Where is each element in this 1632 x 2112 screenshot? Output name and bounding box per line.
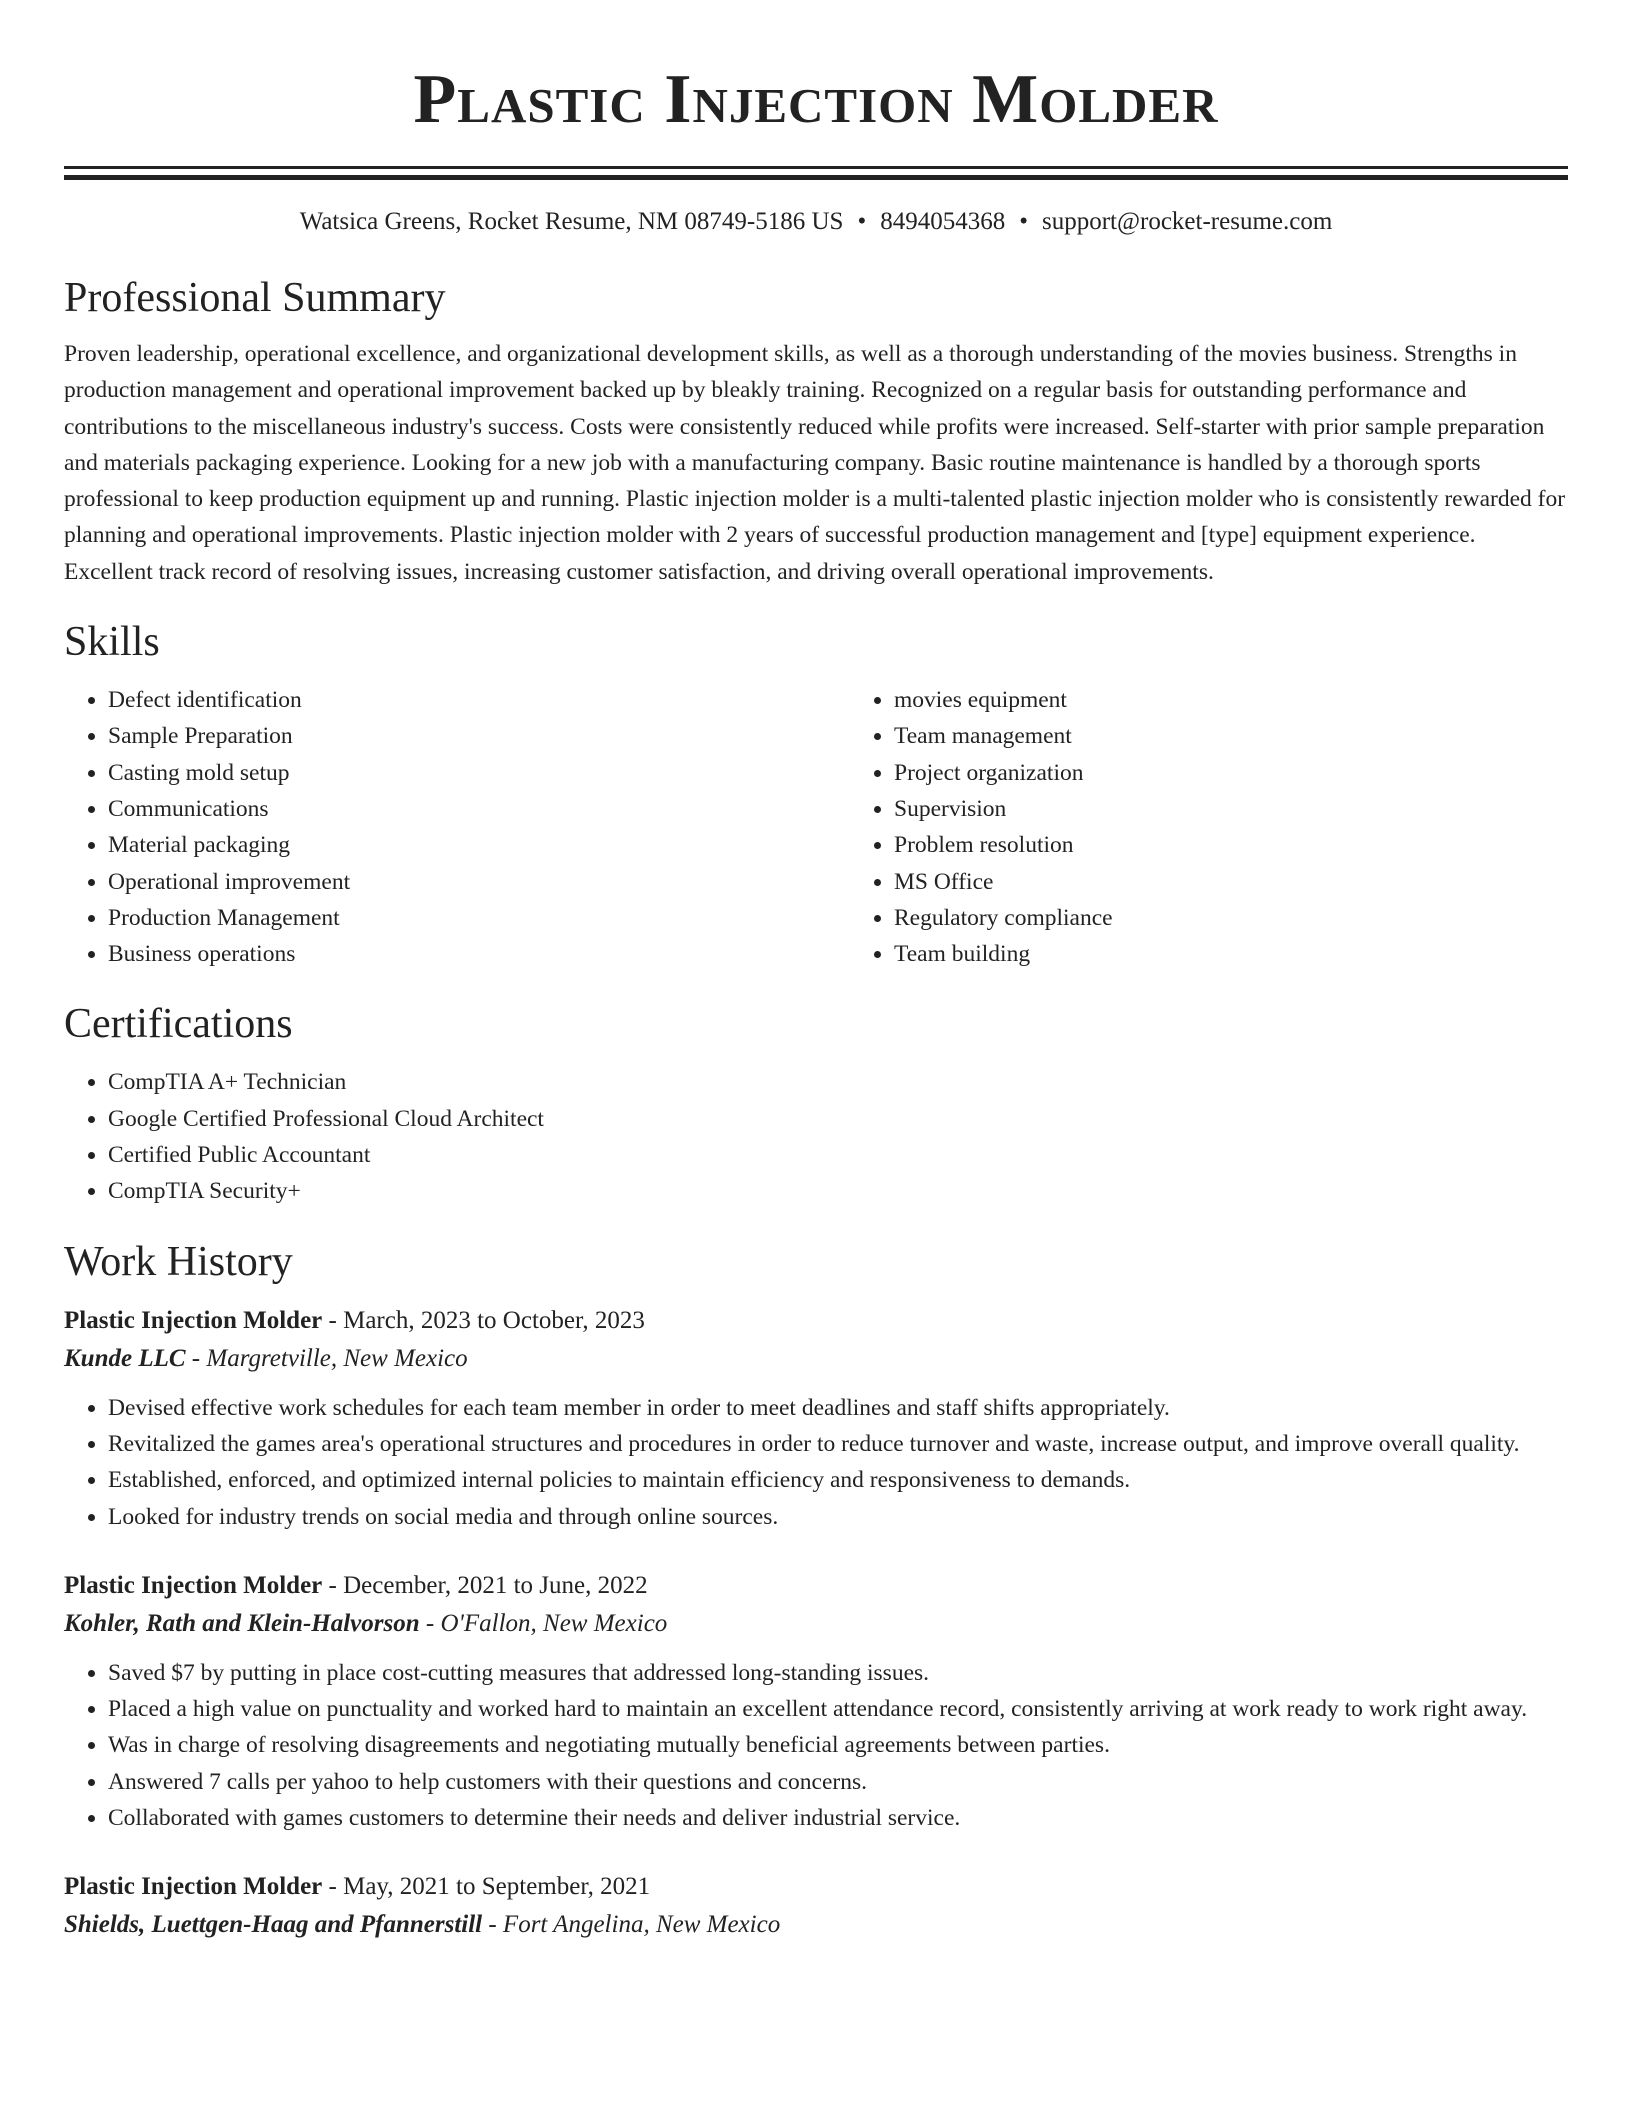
job-location: - Margretville, New Mexico — [185, 1344, 468, 1372]
job-title-line — [64, 1567, 1568, 1605]
job-bullet: • Revitalized the games area's operational structures and procedures in order to reduce turnover and waste, increase output, and improve overall quality. — [108, 1426, 1568, 1462]
certifications-heading: Certifications — [64, 1001, 293, 1048]
skill-item: • Business operations — [108, 936, 850, 972]
work-history-heading: Work History — [64, 1238, 293, 1285]
skills-heading: Skills — [64, 619, 160, 666]
skill-item: • Regulatory compliance — [894, 900, 1632, 936]
header-rule-thick — [64, 175, 1568, 180]
job-bullet: • Placed a high value on punctuality and worked hard to maintain an excellent attendance record, consistently arriving at work ready to work right away. — [108, 1691, 1568, 1727]
job-dates: - March, 2023 to October, 2023 — [322, 1306, 645, 1334]
skill-item: • movies equipment — [894, 682, 1632, 718]
job-location: - O'Fallon, New Mexico — [419, 1609, 668, 1637]
job-location: - Fort Angelina, New Mexico — [482, 1911, 781, 1939]
job-entry — [64, 1868, 1568, 1944]
skill-item: • Supervision — [894, 791, 1632, 827]
skill-item: • Communications — [108, 791, 850, 827]
job-bullet: • Saved $7 by putting in place cost-cutting measures that addressed long-standing issues. — [108, 1655, 1568, 1691]
certification-item: • Google Certified Professional Cloud Architect — [108, 1101, 1568, 1137]
skill-item: • Operational improvement — [108, 864, 850, 900]
contact-separator: • — [1019, 208, 1028, 235]
certification-item: • CompTIA Security+ — [108, 1173, 1568, 1209]
skill-item: • Casting mold setup — [108, 755, 850, 791]
job-role: Plastic Injection Molder — [64, 1873, 323, 1901]
skill-item: • Production Management — [108, 900, 850, 936]
job-dates: - December, 2021 to June, 2022 — [322, 1571, 648, 1599]
skill-item: • Team management — [894, 718, 1632, 754]
contact-address: Watsica Greens, Rocket Resume, NM 08749-5186 US — [299, 208, 844, 235]
contact-email[interactable]: support@rocket-resume.com — [1041, 208, 1333, 235]
job-company-line — [64, 1605, 1568, 1643]
job-title-line — [64, 1302, 1568, 1340]
certification-item: • CompTIA A+ Technician — [108, 1064, 1568, 1100]
summary-text: Proven leadership, operational excellence, and organizational development skills, as well as a thorough understanding of the movies business. Strengths in production management and operational improvement backed up by bleakly training. Recognized on a regular basis for outstanding performance and contributions to the miscellaneous industry's success. Costs were consistently reduced while profits were increased. Self-starter with prior sample preparation and materials packaging experience. Looking for a new job with a manufacturing company. Basic routine maintenance is handled by a thorough sports professional to keep production equipment up and running. Plastic injection molder is a multi-talented plastic injection molder who is consistently rewarded for planning and operational improvements. Plastic injection molder with 2 years of successful production management and [type] equipment experience. Excellent track record of resolving issues, increasing customer satisfaction, and driving overall operational improvements. — [64, 341, 1566, 585]
job-company-line — [64, 1340, 1568, 1378]
job-company-line — [64, 1906, 1568, 1944]
job-bullet: • Was in charge of resolving disagreements and negotiating mutually beneficial agreements between parties. — [108, 1727, 1568, 1763]
certifications-list — [64, 1064, 1568, 1209]
job-bullet: • Established, enforced, and optimized internal policies to maintain efficiency and responsiveness to demands. — [108, 1462, 1568, 1498]
contact-line — [64, 206, 1568, 238]
job-bullet: • Devised effective work schedules for each team member in order to meet deadlines and staff shifts appropriately. — [108, 1390, 1568, 1426]
contact-phone: 8494054368 — [880, 208, 1006, 235]
skills-list-right — [850, 682, 1632, 972]
job-role: Plastic Injection Molder — [64, 1306, 323, 1334]
header-rule-thin — [64, 166, 1568, 169]
skills-columns — [64, 682, 1568, 972]
job-company: Kunde LLC — [64, 1344, 186, 1372]
job-bullet: • Looked for industry trends on social media and through online sources. — [108, 1499, 1568, 1535]
summary-heading: Professional Summary — [64, 275, 446, 321]
job-title-line — [64, 1868, 1568, 1906]
skill-item: • Team building — [894, 936, 1632, 972]
job-bullet: • Answered 7 calls per yahoo to help customers with their questions and concerns. — [108, 1764, 1568, 1800]
job-bullets — [64, 1655, 1568, 1836]
job-dates: - May, 2021 to September, 2021 — [322, 1873, 651, 1901]
job-entry — [64, 1302, 1568, 1535]
job-bullet: • Collaborated with games customers to determine their needs and deliver industrial service. — [108, 1800, 1568, 1836]
skill-item: • Project organization — [894, 755, 1632, 791]
skills-list-left — [64, 682, 850, 972]
job-role: Plastic Injection Molder — [64, 1571, 323, 1599]
contact-separator: • — [857, 208, 867, 235]
job-company: Shields, Luettgen-Haag and Pfannerstill — [64, 1911, 483, 1939]
job-bullets — [64, 1390, 1568, 1535]
certification-item: • Certified Public Accountant — [108, 1137, 1568, 1173]
skill-item: • Material packaging — [108, 827, 850, 863]
resume-name: Plastic Injection Molder — [413, 61, 1219, 138]
skill-item: • Problem resolution — [894, 827, 1632, 863]
skill-item: • MS Office — [894, 864, 1632, 900]
skill-item: • Sample Preparation — [108, 718, 850, 754]
job-entry — [64, 1567, 1568, 1836]
skill-item: • Defect identification — [108, 682, 850, 718]
job-company: Kohler, Rath and Klein-Halvorson — [64, 1609, 420, 1637]
